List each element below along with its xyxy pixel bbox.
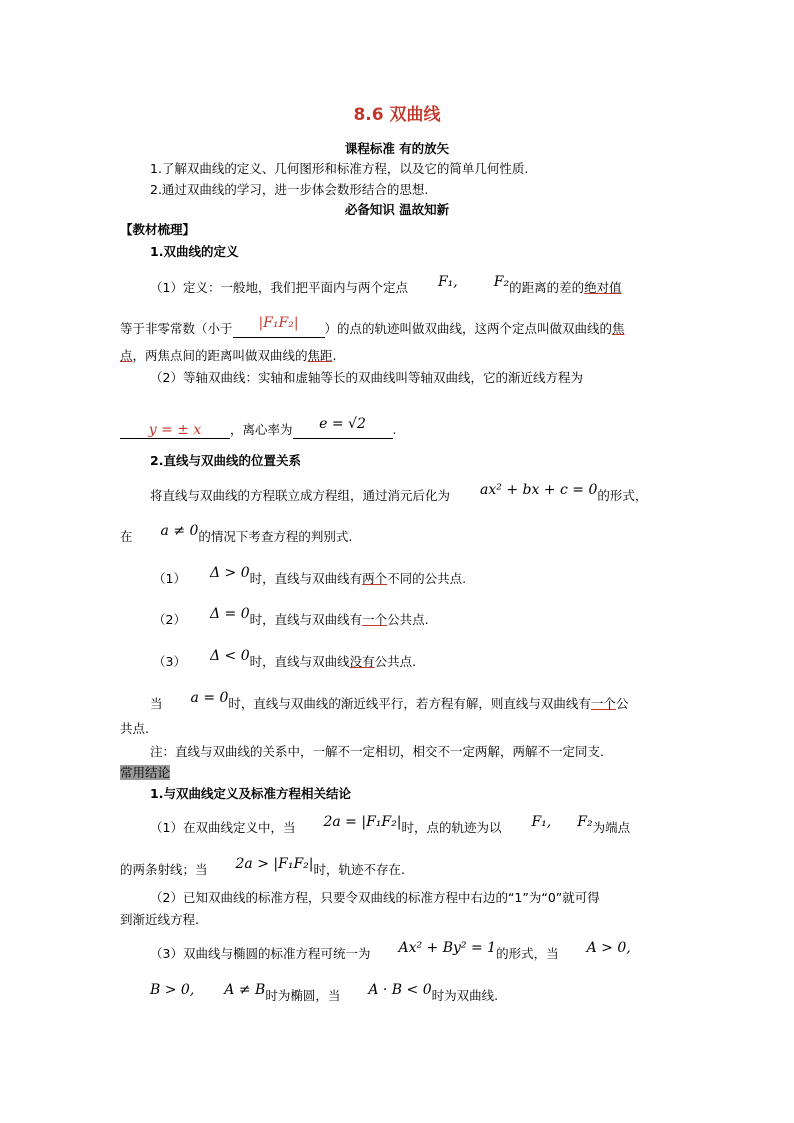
course-standard-item-1: 1.了解双曲线的定义、几何图形和标准方程，以及它的简单几何性质. [150,161,529,176]
a-zero-line-2: 共点. [120,721,149,736]
definition-line-1: （1）定义：一般地，我们把平面内与两个定点 F₁, F₂的距离的差的绝对值 [150,274,622,295]
a-zero-line-1: 当 a = 0时，直线与双曲线的渐近线平行，若方程有解，则直线与双曲线有一个公 [150,690,629,711]
conclusion-1-line-1: （1）在双曲线定义中，当 2a = |F₁F₂|时，点的轨迹为以 F₁, F₂为端点 [150,814,631,835]
answer-focal-distance: 焦距 [307,348,333,363]
definition-line-2: 等于非零常数（小于 |F₁F₂| ）的点的轨迹叫做双曲线，这两个定点叫做双曲线的焦 [120,315,625,336]
textbook-label: 【教材梳理】 [120,222,196,237]
equal-axis-line-1: （2）等轴双曲线：实轴和虚轴等长的双曲线叫等轴双曲线，它的渐近线方程为 [150,370,583,385]
common-conclusions-label: 常用结论 [120,765,171,780]
answer-asymptote: y = ± x [148,422,202,438]
section-1-heading: 1.双曲线的定义 [150,244,239,259]
case-1: （1） Δ > 0时，直线与双曲线有两个不同的公共点. [153,565,467,586]
position-line-1: 将直线与双曲线的方程联立成方程组，通过消元后化为 ax² + bx + c = 0的形式， [150,482,648,503]
conclusion-2-line-1: （2）已知双曲线的标准方程，只要令双曲线的标准方程中右边的“1”为“0”就可得 [150,890,600,905]
definition-line-3: 点，两焦点间的距离叫做双曲线的焦距. [120,348,337,363]
page-title: 8.6 双曲线 [353,105,441,125]
answer-focus-a: 焦 [612,321,625,336]
conclusion-3-line-2: B > 0, A ≠ B时为椭圆，当 A · B < 0时为双曲线. [150,982,499,1003]
knowledge-heading: 必备知识 温故知新 [344,202,450,217]
case-2: （2） Δ = 0时，直线与双曲线有一个公共点. [153,606,429,627]
conclusion-2-line-2: 到渐近线方程. [120,912,199,927]
note-line: 注：直线与双曲线的关系中，一解不一定相切，相交不一定两解，两解不一定同支. [150,744,604,759]
position-line-2: 在 a ≠ 0的情况下考查方程的判别式. [120,523,353,544]
conclusion-1-line-2: 的两条射线；当 2a > |F₁F₂|时，轨迹不存在. [120,856,405,877]
case-3: （3） Δ < 0时，直线与双曲线没有公共点. [153,648,417,669]
answer-absolute-value: 绝对值 [584,280,622,295]
section-2-heading: 2.直线与双曲线的位置关系 [150,453,301,468]
answer-eccentricity: e = √2 [319,416,366,432]
answer-focus-b: 点 [120,348,133,363]
section-3-heading: 1.与双曲线定义及标准方程相关结论 [150,786,351,801]
answer-focal-length: |F₁F₂| [258,315,299,331]
course-standard-item-2: 2.通过双曲线的学习，进一步体会数形结合的思想. [150,182,429,197]
course-standard-heading: 课程标准 有的放矢 [344,141,450,156]
conclusion-3-line-1: （3）双曲线与椭圆的标准方程可统一为 Ax² + By² = 1的形式，当 A > 0, [150,940,631,961]
equal-axis-line-2: y = ± x ，离心率为 e = √2 . [120,421,397,439]
